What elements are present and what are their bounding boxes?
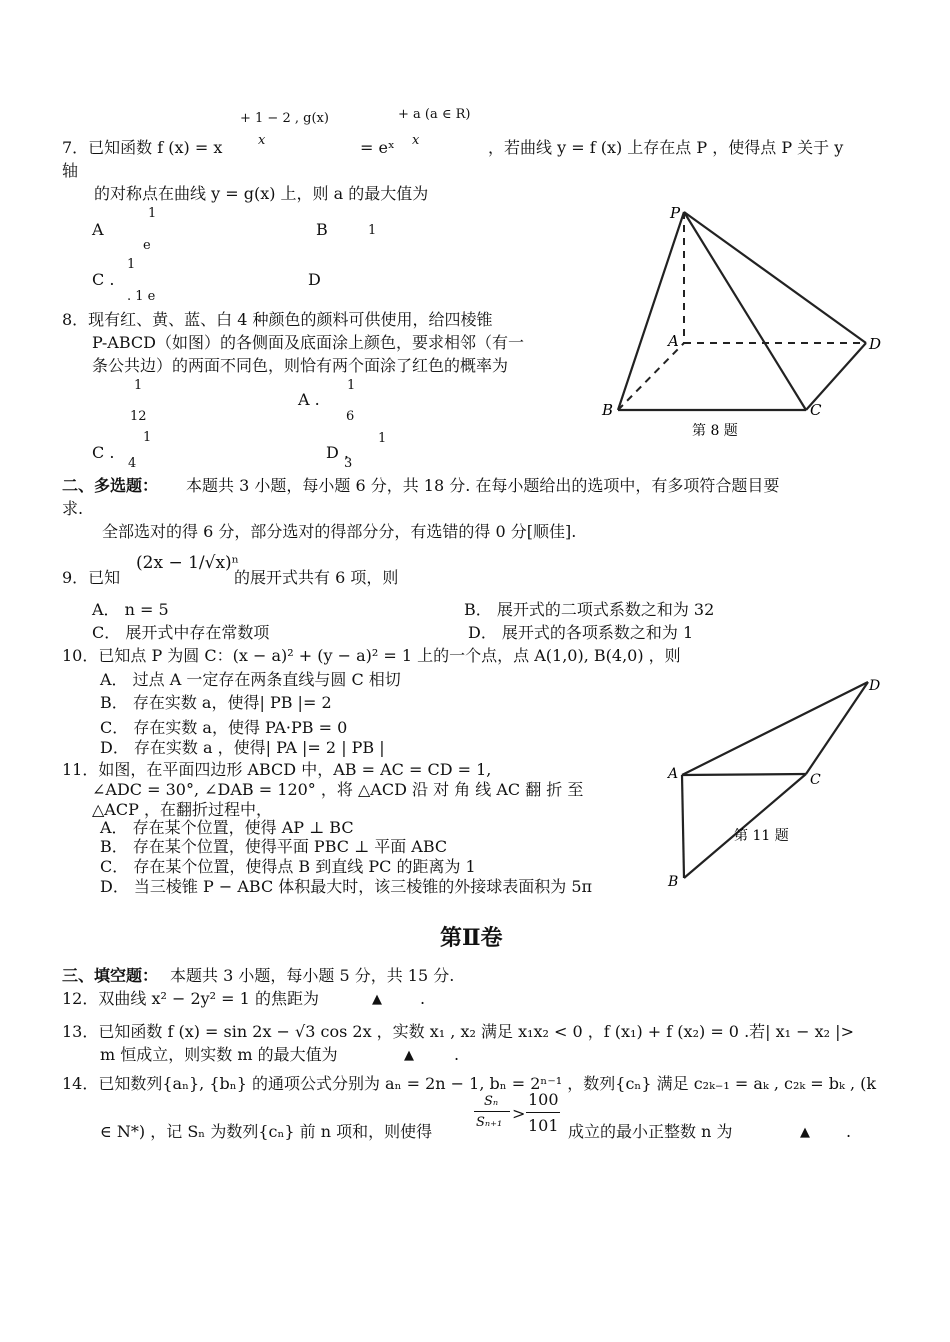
section3-heading: 三、填空题：: [62, 966, 159, 985]
edge-cd: [806, 343, 866, 410]
q8-option-c-denominator: 4: [128, 456, 137, 471]
q11-stem-line1: 11．如图，在平面四边形 ABCD 中，AB = AC = CD = 1,: [62, 760, 492, 779]
q9-option-d: D． 展开式的各项系数之和为 1: [468, 623, 694, 642]
q7-frac-numerator-1: + 1 − 2 , g(x): [240, 111, 329, 126]
q7-frac-numerator-2: + a (a ∈ R): [398, 107, 471, 122]
q9-prefix: 9．已知: [62, 568, 121, 587]
q14-fraction2-numerator: 100: [528, 1090, 559, 1109]
q8-stem-line2: P-ABCD（如图）的各侧面及底面涂上颜色，要求相邻（有一: [92, 333, 524, 352]
q12-stem: 12．双曲线 x² − 2y² = 1 的焦距为: [62, 989, 319, 1008]
q8-option-b-numerator: 1: [347, 378, 356, 393]
section2-text1b: 求.: [62, 499, 84, 518]
q7-option-b-value: 1: [368, 223, 377, 238]
vertex-label-a: A: [668, 766, 679, 782]
q7-option-c-label: C .: [92, 270, 115, 289]
q11-option-c: C． 存在某个位置，使得点 B 到直线 PC 的距离为 1: [100, 857, 476, 876]
q7-stem-line1c: ，若曲线 y = f (x) 上存在点 P ，使得点 P 关于 y: [488, 138, 844, 157]
edge-pd: [684, 212, 866, 343]
q14-stem-line1: 14．已知数列{aₙ}, {bₙ} 的通项公式分别为 aₙ = 2n − 1, bₙ = 2ⁿ⁻¹ ，数列{cₙ} 满足 c₂ₖ₋₁ = aₖ , c₂ₖ = bₖ , (k: [62, 1074, 877, 1093]
q8-figure-caption: 第 8 题: [692, 423, 738, 439]
q7-frac-denominator-1: x: [258, 133, 266, 148]
edge-ac: [682, 774, 806, 775]
edge-dc: [806, 682, 868, 774]
q14-fraction2-denominator: 101: [528, 1116, 559, 1135]
q14-stem-line2b: 成立的最小正整数 n 为: [568, 1122, 733, 1141]
q8-option-b-denominator: 6: [346, 409, 355, 424]
vertex-label-b: B: [602, 401, 614, 419]
edge-pc: [684, 212, 806, 410]
vertex-label-p: P: [670, 204, 681, 222]
vertex-label-c: C: [810, 401, 822, 419]
q7-option-a-numerator: 1: [148, 206, 157, 221]
q11-stem-line2: ∠ADC = 30°, ∠DAB = 120° ，将 △ACD 沿 对 角 线 AC 翻 折 至: [92, 780, 584, 799]
q7-frac-denominator-2: x: [412, 133, 420, 148]
q10-option-a: A． 过点 A 一定存在两条直线与圆 C 相切: [100, 670, 401, 689]
q11-option-b: B． 存在某个位置，使得平面 PBC ⊥ 平面 ABC: [100, 837, 448, 856]
q11-option-a: A． 存在某个位置，使得 AP ⊥ BC: [100, 818, 354, 837]
q14-greater-than: >: [512, 1104, 526, 1123]
part2-title: 第Ⅱ卷: [440, 925, 503, 951]
vertex-label-b: B: [668, 874, 679, 890]
q8-stem-line1: 8．现有红、黄、蓝、白 4 种颜色的颜料可供使用，给四棱锥: [62, 310, 493, 329]
q8-pyramid-figure: [596, 200, 896, 460]
section2-text2: 全部选对的得 6 分，部分选对的得部分分，有选错的得 0 分[顺佳].: [102, 522, 577, 541]
vertex-label-d: D: [869, 335, 882, 353]
q14-fraction2-bar: [526, 1112, 560, 1113]
edge-pb: [618, 212, 684, 410]
q13-end: .: [454, 1045, 460, 1064]
vertex-label-d: D: [869, 678, 881, 694]
edge-ad: [682, 682, 868, 775]
q14-stem-line2a: ∈ N*) ，记 Sₙ 为数列{cₙ} 前 n 项和，则使得: [100, 1122, 433, 1141]
q7-stem-line2: 的对称点在曲线 y = g(x) 上，则 a 的最大值为: [94, 184, 429, 203]
q10-stem: 10．已知点 P 为圆 C：(x − a)² + (y − a)² = 1 上的一个点，点 A(1,0), B(4,0) ，则: [62, 646, 681, 665]
q8-option-d-numerator: 1: [378, 431, 387, 446]
q11-stem-line3: △ACP ，在翻折过程中，: [92, 800, 272, 819]
q11-option-d: D． 当三棱锥 P − ABC 体积最大时，该三棱锥的外接球表面积为 5π: [100, 877, 593, 896]
q10-option-c: C． 存在实数 a，使得 PA·PB = 0: [100, 718, 348, 737]
q7-stem-line1b: = eˣ: [360, 138, 395, 157]
q14-end: .: [846, 1122, 852, 1141]
edge-ab: [682, 775, 684, 878]
q14-answer-blank[interactable]: ▲: [800, 1125, 810, 1140]
q12-answer-blank[interactable]: ▲: [372, 992, 382, 1007]
q7-stem-line1d: 轴: [62, 161, 79, 180]
q10-option-b: B． 存在实数 a，使得| PB |= 2: [100, 693, 332, 712]
section2-heading: 二、多选题：: [62, 476, 159, 495]
q13-answer-blank[interactable]: ▲: [404, 1048, 414, 1063]
q8-option-a-numerator: 1: [134, 378, 143, 393]
q14-fraction-numerator: Sₙ: [484, 1094, 499, 1109]
q7-option-c-denominator: . 1 e: [127, 289, 156, 304]
q8-option-d-denominator: 3: [344, 456, 353, 471]
q11-quadrilateral-figure: [660, 668, 890, 894]
q9-option-c: C． 展开式中存在常数项: [92, 623, 270, 642]
q7-stem-line1: 7．已知函数 f (x) = x: [62, 138, 223, 157]
q9-option-b: B． 展开式的二项式系数之和为 32: [464, 600, 715, 619]
q7-option-c-numerator: 1: [127, 257, 136, 272]
q11-figure-caption: 第 11 题: [734, 828, 789, 844]
q8-option-d-label: D .: [326, 443, 349, 462]
section3-text: 本题共 3 小题，每小题 5 分，共 15 分.: [170, 966, 455, 985]
section2-text1: 本题共 3 小题，每小题 6 分，共 18 分. 在每小题给出的选项中，有多项符合题目要: [186, 476, 780, 495]
q8-option-c-numerator: 1: [143, 430, 152, 445]
q10-option-d: D． 存在实数 a ，使得| PA |= 2 | PB |: [100, 738, 385, 757]
q9-expression: (2x − 1/√x)ⁿ: [136, 553, 240, 573]
q8-option-a-denominator: 12: [130, 409, 147, 424]
vertex-label-a: A: [668, 332, 679, 350]
q8-option-c-label: C .: [92, 443, 115, 462]
q7-option-a-denominator: e: [143, 238, 151, 253]
q13-stem-line1: 13．已知函数 f (x) = sin 2x − √3 cos 2x ，实数 x₁ , x₂ 满足 x₁x₂ < 0 ，f (x₁) + f (x₂) = 0 .若| x₁ − x₂ |>: [62, 1022, 854, 1041]
q8-option-b-label: A .: [298, 390, 320, 409]
vertex-label-c: C: [810, 772, 821, 788]
q12-end: .: [420, 989, 426, 1008]
edge-bc: [684, 774, 806, 878]
q7-option-d-label: D: [308, 270, 321, 289]
q14-fraction-denominator: Sₙ₊₁: [476, 1115, 503, 1130]
q13-stem-line2: m 恒成立，则实数 m 的最大值为: [100, 1045, 338, 1064]
q7-option-b-label: B: [316, 220, 328, 239]
q9-option-a: A． n = 5: [92, 600, 169, 619]
edge-ba-hidden: [618, 343, 684, 410]
q14-fraction-bar: [474, 1111, 510, 1112]
q7-option-a-label: A: [92, 220, 104, 239]
q9-suffix: 的展开式共有 6 项，则: [234, 568, 399, 587]
q8-stem-line3: 条公共边）的两面不同色，则恰有两个面涂了红色的概率为: [92, 356, 509, 375]
